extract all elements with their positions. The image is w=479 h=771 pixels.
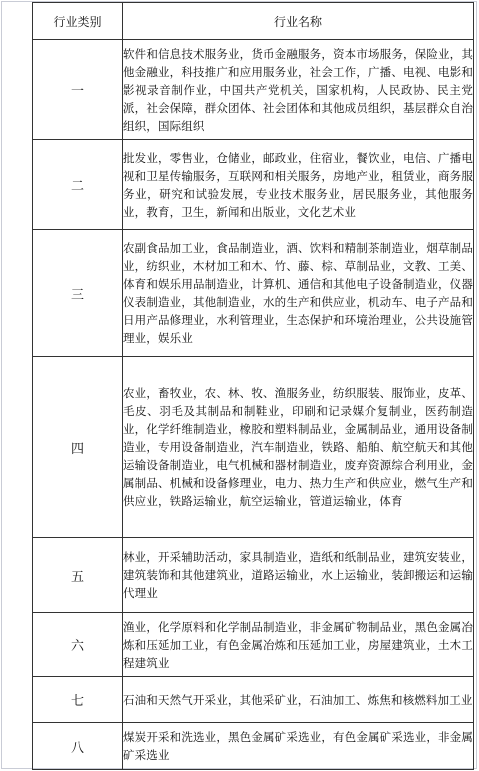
category-cell: 五	[33, 538, 123, 613]
table-row	[33, 613, 474, 677]
table-row	[33, 723, 474, 770]
header-industry-category: 行业类别	[33, 3, 123, 40]
table-row	[33, 357, 474, 538]
industry-names-cell: 农业，畜牧业，农、林、牧、渔服务业，纺织服装、服饰业，皮革、毛皮、羽毛及其制品和制鞋业，印刷和记录媒介复制业，医药制造业，化学纤维制造业，橡胶和塑料制品业，金属制品业，通用设备制造业，专用设备制造业，汽车制造业，铁路、船舶、航空航天和其他运输设备制造业，电气机械和器材制造业，废弃资源综合利用业，金属制品、机械和设备修理业，电力、热力生产和供应业，燃气生产和供应业，铁路运输业，航空运输业，管道运输业，体育	[123, 357, 474, 538]
industry-category-table	[32, 2, 474, 770]
category-cell: 二	[33, 140, 123, 230]
category-cell: 八	[33, 723, 123, 770]
industry-names-cell: 批发业，零售业，仓储业，邮政业，住宿业，餐饮业，电信、广播电视和卫星传输服务，互联网和相关服务，房地产业，租赁业，商务服务业，研究和试验发展，专业技术服务业，居民服务业，其他服务业，教育，卫生，新闻和出版业，文化艺术业	[123, 140, 474, 230]
industry-names-cell: 软件和信息技术服务业，货币金融服务，资本市场服务，保险业，其他金融业，科技推广和应用服务业，社会工作，广播、电视、电影和影视录音制作业，中国共产党机关，国家机构，人民政协、民主党派，社会保障，群众团体、社会团体和其他成员组织，基层群众自治组织，国际组织	[123, 40, 474, 140]
industry-names-cell: 渔业，化学原料和化学制品制造业，非金属矿物制品业，黑色金属冶炼和压延加工业，有色金属冶炼和压延加工业，房屋建筑业，土木工程建筑业	[123, 613, 474, 677]
category-cell: 四	[33, 357, 123, 538]
category-cell: 一	[33, 40, 123, 140]
category-cell: 七	[33, 677, 123, 723]
category-cell: 三	[33, 230, 123, 357]
industry-names-cell: 农副食品加工业，食品制造业，酒、饮料和精制茶制造业，烟草制品业，纺织业，木材加工和木、竹、藤、棕、草制品业，文教、工美、体育和娱乐用品制造业，计算机、通信和其他电子设备制造业，仪器仪表制造业，其他制造业，水的生产和供应业，机动车、电子产品和日用产品修理业，水利管理业，生态保护和环境治理业，公共设施管理业，娱乐业	[123, 230, 474, 357]
category-cell: 六	[33, 613, 123, 677]
table-row	[33, 230, 474, 357]
industry-names-cell: 石油和天然气开采业，其他采矿业，石油加工、炼焦和核燃料加工业	[123, 677, 474, 723]
industry-names-cell: 煤炭开采和洗选业，黑色金属矿采选业，有色金属矿采选业，非金属矿采选业	[123, 723, 474, 770]
table-row	[33, 538, 474, 613]
table-row	[33, 140, 474, 230]
header-industry-names: 行业名称	[123, 3, 474, 40]
table-row	[33, 677, 474, 723]
table-row	[33, 40, 474, 140]
table-header-row	[33, 3, 474, 40]
industry-names-cell: 林业，开采辅助活动，家具制造业，造纸和纸制品业，建筑安装业，建筑装饰和其他建筑业，道路运输业，水上运输业，装卸搬运和运输代理业	[123, 538, 474, 613]
